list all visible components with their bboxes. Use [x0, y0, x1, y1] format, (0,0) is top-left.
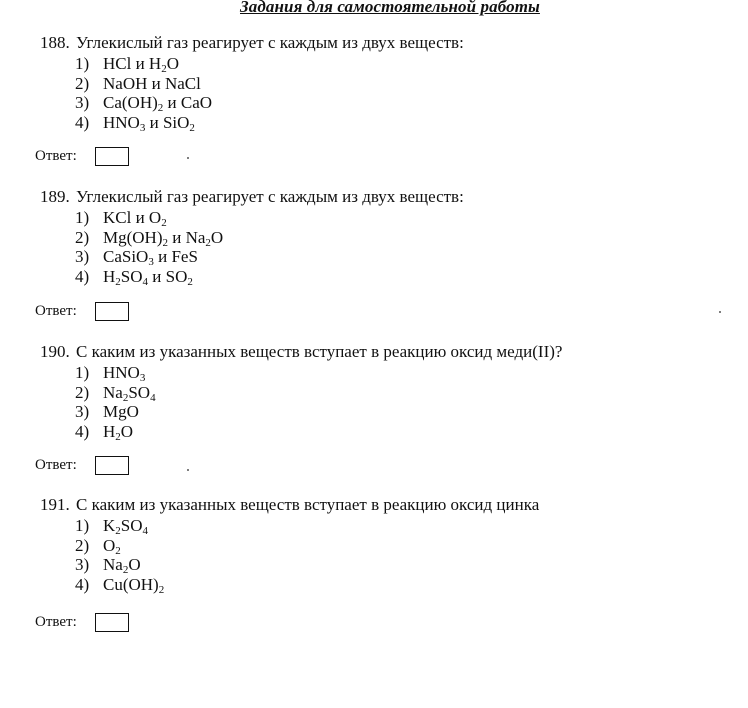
formula-subscript: 4 [142, 525, 149, 537]
question-text: С каким из указанных веществ вступает в реакцию оксид цинка [76, 495, 540, 514]
formula-text: SO [120, 266, 143, 286]
question-188 [40, 33, 720, 132]
option-number: 2) [75, 227, 90, 247]
option [75, 93, 720, 113]
question-number: 189. [40, 187, 70, 206]
options-list [75, 363, 720, 441]
options-list [75, 208, 720, 286]
formula-text: и SiO [145, 112, 190, 132]
options-list [75, 516, 720, 594]
formula-subscript: 4 [142, 275, 149, 288]
option-number: 4) [75, 574, 90, 594]
formula-text: и SO [148, 266, 188, 286]
scan-speck [187, 469, 189, 471]
formula-text: NaOH и NaCl [103, 73, 201, 93]
formula-text: SO [128, 382, 151, 402]
question-text: Углекислый газ реагирует с каждым из двух веществ: [76, 187, 464, 206]
formula-subscript: 3 [139, 121, 146, 134]
formula-text: K [103, 516, 116, 535]
formula-subscript: 2 [122, 564, 129, 576]
formula-text: HCl и H [103, 54, 162, 73]
formula-subscript: 2 [161, 217, 167, 229]
question-text: С каким из указанных веществ вступает в реакцию оксид меди(II)? [76, 342, 563, 361]
answer-label: Ответ: [35, 614, 77, 630]
option-text [103, 402, 139, 421]
formula-subscript: 2 [162, 236, 168, 249]
option-text [103, 247, 198, 266]
option-number: 1) [75, 516, 90, 535]
question-statement [40, 33, 720, 53]
option [75, 208, 720, 228]
question-number: 191. [40, 495, 70, 514]
option [75, 555, 720, 575]
formula-text: и Na [168, 227, 206, 247]
formula-subscript: 3 [148, 256, 154, 268]
option [75, 74, 720, 94]
formula-text: Mg(OH) [103, 227, 163, 247]
option [75, 113, 720, 133]
formula-subscript: 2 [161, 63, 167, 75]
question-191 [40, 495, 720, 594]
option [75, 402, 720, 422]
option [75, 363, 720, 383]
formula-text: Na [103, 555, 123, 574]
formula-text: O [128, 555, 141, 574]
formula-subscript: 3 [139, 372, 146, 384]
page-title: Задания для самостоятельной работы [240, 0, 540, 16]
option [75, 422, 720, 442]
option-number: 3) [75, 93, 90, 112]
option-text [103, 363, 145, 382]
formula-subscript: 2 [205, 236, 211, 249]
option-number: 1) [75, 208, 90, 227]
formula-subscript: 2 [122, 391, 129, 404]
options-list [75, 54, 720, 132]
formula-subscript: 2 [115, 525, 121, 537]
option-number: 3) [75, 402, 90, 421]
formula-subscript: 4 [150, 391, 156, 404]
option-text [103, 74, 201, 93]
option [75, 267, 720, 287]
formula-text: и CaO [163, 93, 213, 112]
option-text [103, 267, 193, 286]
scan-speck [719, 311, 721, 313]
question-text: Углекислый газ реагирует с каждым из двух веществ: [76, 33, 464, 52]
option [75, 536, 720, 556]
option-text [103, 93, 212, 112]
formula-subscript: 2 [189, 121, 195, 134]
formula-text: CaSiO [103, 247, 149, 266]
option-number: 2) [75, 382, 90, 402]
answer-box[interactable] [95, 302, 129, 321]
formula-text: и FeS [153, 247, 198, 266]
formula-text: Cu(OH) [103, 574, 159, 594]
option-number: 4) [75, 266, 90, 286]
option-text [103, 422, 133, 441]
formula-text: KCl и O [103, 208, 162, 227]
question-189 [40, 187, 720, 286]
option [75, 575, 720, 595]
formula-text: SO [120, 516, 143, 535]
scan-speck [187, 157, 189, 159]
question-190 [40, 342, 720, 441]
formula-subscript: 2 [158, 583, 165, 596]
formula-subscript: 2 [115, 430, 121, 443]
question-statement [40, 342, 720, 362]
formula-text: HNO [103, 112, 140, 132]
formula-text: O [210, 227, 224, 247]
option-text [103, 575, 164, 594]
answer-row-189 [35, 302, 129, 321]
option-text [103, 555, 141, 574]
option [75, 247, 720, 267]
option-number: 2) [75, 73, 90, 93]
answer-label: Ответ: [35, 148, 77, 164]
formula-text: MgO [103, 402, 139, 421]
formula-text: O [166, 54, 179, 73]
formula-subscript: 2 [187, 275, 193, 288]
formula-text: O [103, 535, 116, 555]
option-number: 1) [75, 363, 90, 382]
formula-text: O [120, 421, 134, 441]
option-text [103, 536, 121, 555]
option [75, 54, 720, 74]
option-number: 1) [75, 54, 90, 73]
answer-box[interactable] [95, 456, 129, 475]
option [75, 516, 720, 536]
answer-box[interactable] [95, 613, 129, 632]
answer-row-190 [35, 456, 129, 475]
option-text [103, 208, 167, 227]
answer-label: Ответ: [35, 457, 77, 473]
formula-text: Ca(OH) [103, 93, 158, 112]
option-number: 4) [75, 421, 90, 441]
option-text [103, 54, 179, 73]
option-text [103, 383, 156, 402]
option-text [103, 516, 148, 535]
formula-subscript: 2 [115, 275, 121, 288]
option-text [103, 228, 223, 247]
answer-box[interactable] [95, 147, 129, 166]
question-statement [40, 187, 720, 207]
option-number: 3) [75, 247, 90, 266]
formula-text: H [103, 421, 116, 441]
question-number: 188. [40, 33, 70, 52]
option-number: 2) [75, 535, 90, 555]
answer-label: Ответ: [35, 303, 77, 319]
option-number: 3) [75, 555, 90, 574]
option-text [103, 113, 195, 132]
option-number: 4) [75, 112, 90, 132]
formula-subscript: 2 [115, 544, 121, 557]
option [75, 228, 720, 248]
formula-subscript: 2 [157, 102, 164, 114]
option [75, 383, 720, 403]
formula-text: HNO [103, 363, 140, 382]
formula-text: H [103, 266, 116, 286]
question-statement [40, 495, 720, 515]
answer-row-191 [35, 613, 129, 632]
answer-row-188 [35, 147, 129, 166]
formula-text: Na [103, 382, 123, 402]
question-number: 190. [40, 342, 70, 361]
